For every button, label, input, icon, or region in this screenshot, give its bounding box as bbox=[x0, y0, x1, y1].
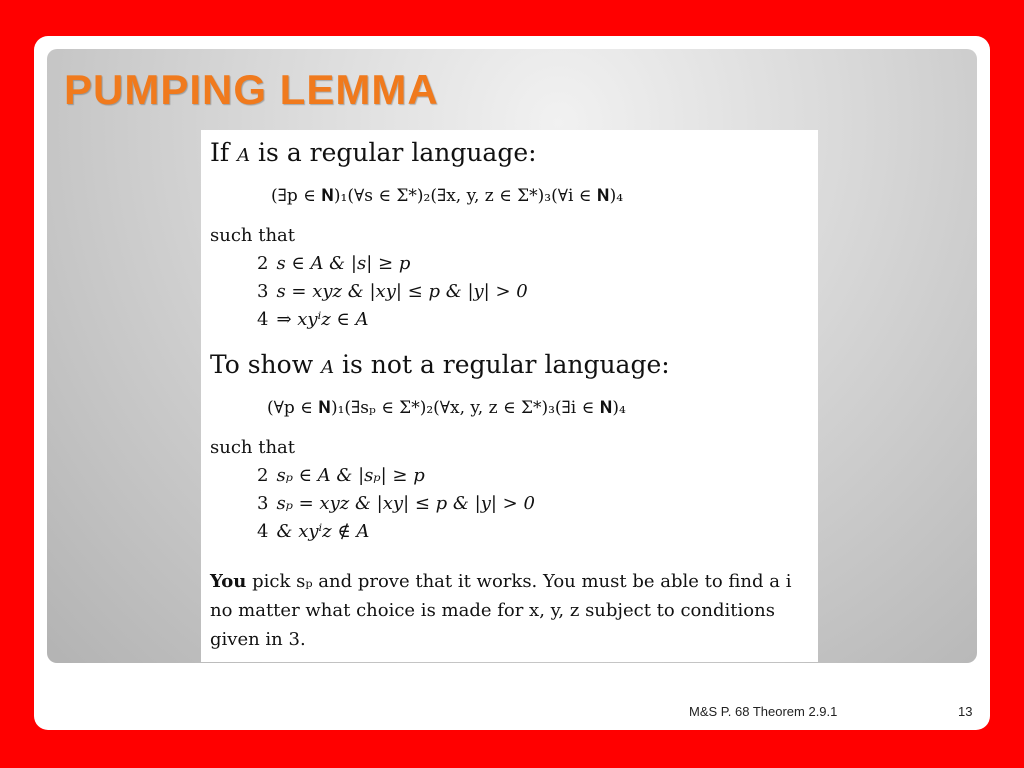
condition-item bbox=[257, 253, 410, 274]
slide-title: PUMPING LEMMA bbox=[64, 66, 439, 113]
condition-text: s = xyz & |xy| ≤ p & |y| > 0 bbox=[276, 281, 528, 302]
condition-item bbox=[257, 521, 369, 542]
condition-text: sₚ = xyz & |xy| ≤ p & |y| > 0 bbox=[276, 493, 535, 514]
condition-item bbox=[257, 465, 425, 486]
condition-number: 2 bbox=[257, 465, 269, 486]
footer-reference: M&S P. 68 Theorem 2.9.1 bbox=[689, 704, 838, 719]
instructions-bold: You bbox=[210, 571, 247, 592]
condition-number: 3 bbox=[257, 281, 269, 302]
such-that-2: such that bbox=[210, 437, 296, 458]
condition-number: 4 bbox=[257, 521, 269, 542]
condition-number: 2 bbox=[257, 253, 269, 274]
instructions-paragraph bbox=[210, 567, 810, 654]
heading-not-regular-var: A bbox=[321, 357, 335, 378]
heading-not-regular-pre: To show bbox=[210, 350, 314, 379]
formula-not-regular: (∀p ∈ 𝐍)₁(∃sₚ ∈ Σ*)₂(∀x, y, z ∈ Σ*)₃(∃i ∈ 𝐍)₄ bbox=[267, 398, 626, 418]
condition-item bbox=[257, 281, 528, 302]
condition-text: sₚ ∈ A & |sₚ| ≥ p bbox=[276, 465, 425, 486]
condition-item bbox=[257, 493, 535, 514]
theorem-image bbox=[201, 130, 818, 662]
condition-item bbox=[257, 309, 368, 330]
slide-number: 13 bbox=[958, 704, 973, 719]
heading-regular-pre: If bbox=[210, 138, 230, 167]
condition-text: & xyⁱz ∉ A bbox=[276, 521, 370, 542]
condition-number: 4 bbox=[257, 309, 269, 330]
condition-text: ⇒ xyⁱz ∈ A bbox=[276, 309, 369, 330]
heading-regular bbox=[210, 138, 537, 167]
condition-number: 3 bbox=[257, 493, 269, 514]
heading-regular-var: A bbox=[237, 145, 251, 166]
such-that-1: such that bbox=[210, 225, 296, 246]
heading-regular-post: is a regular language: bbox=[258, 138, 537, 167]
heading-not-regular bbox=[210, 350, 670, 379]
condition-text: s ∈ A & |s| ≥ p bbox=[276, 253, 411, 274]
heading-not-regular-post: is not a regular language: bbox=[342, 350, 670, 379]
formula-regular: (∃p ∈ 𝐍)₁(∀s ∈ Σ*)₂(∃x, y, z ∈ Σ*)₃(∀i ∈ 𝐍)₄ bbox=[271, 186, 624, 206]
instructions-text: pick sₚ and prove that it works. You must be able to find a i no matter what choice is made for x, y, z subject to conditions given in 3. bbox=[210, 571, 792, 650]
